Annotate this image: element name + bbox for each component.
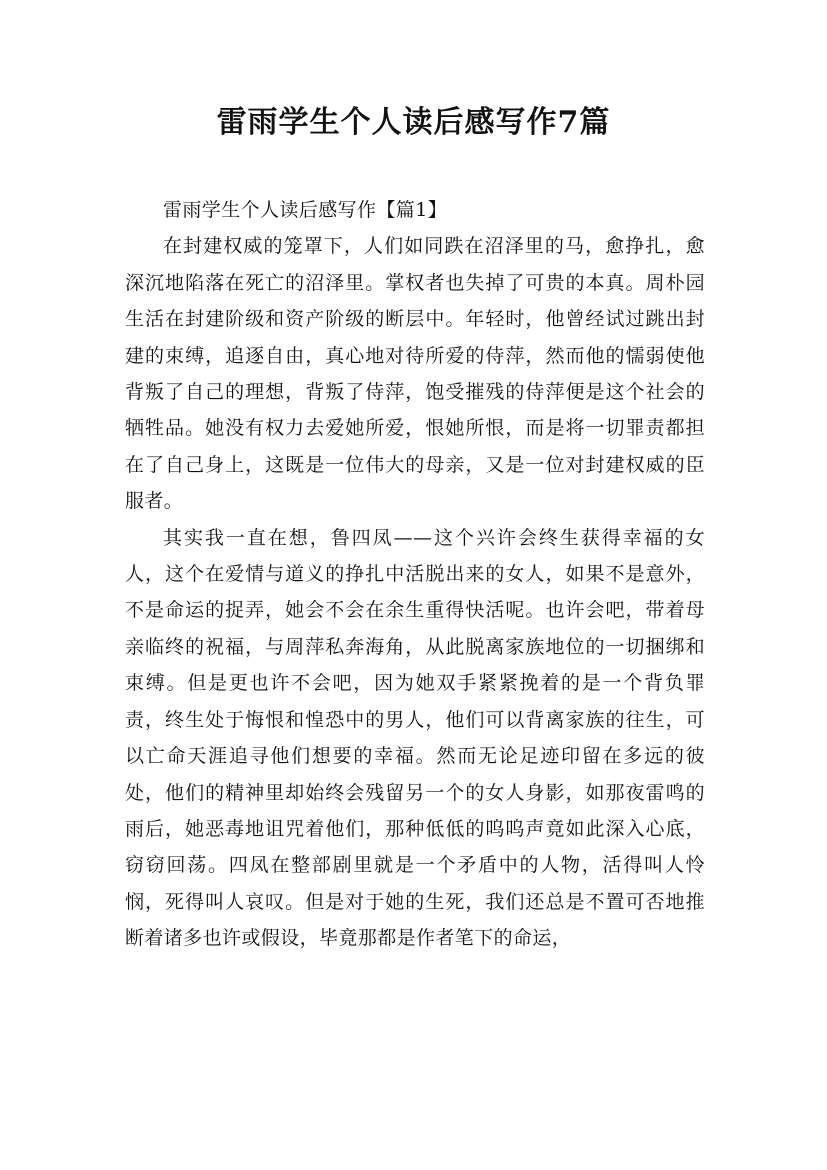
paragraph-1: 在封建权威的笼罩下，人们如同跌在沼泽里的马，愈挣扎，愈深沉地陷落在死亡的沼泽里。掌权者也失掉了可贵的本真。周朴园生活在封建阶级和资产阶级的断层中。年轻时，他曾经试过跳出封建的束缚，追逐自由，真心地对待所爱的侍萍，然而他的懦弱使他背叛了自己的理想，背叛了侍萍，饱受摧残的侍萍便是这个社会的牺牲品。她没有权力去爱她所爱，恨她所恨，而是将一切罪责都担在了自己身上，这既是一位伟大的母亲，又是一位对封建权威的臣服者。: [125, 235, 705, 513]
section-heading: 雷雨学生个人读后感写作【篇1】: [163, 199, 448, 221]
paragraph-2: 其实我一直在想，鲁四凤——这个兴许会终生获得幸福的女人，这个在爱情与道义的挣扎中活脱出来的女人，如果不是意外，不是命运的捉弄，她会不会在余生重得快活呢。也许会吧，带着母亲临终的祝福，与周萍私奔海角，从此脱离家族地位的一切捆绑和束缚。但是更也许不会吧，因为她双手紧紧挽着的是一个背负罪责，终生处于悔恨和惶恐中的男人，他们可以背离家族的往生，可以亡命天涯追寻他们想要的幸福。然而无论足迹印留在多远的彼处，他们的精神里却始终会残留另一个的女人身影，如那夜雷鸣的雨后，她恶毒地诅咒着他们，那种低低的呜呜声竟如此深入心底，窃窃回荡。四凤在整部剧里就是一个矛盾中的人物，活得叫人怜悯，死得叫人哀叹。但是对于她的生死，我们还总是不置可否地推断着诸多也许或假设，毕竟那都是作者笔下的命运，: [125, 526, 705, 950]
document-title: 雷雨学生个人读后感写作7篇: [216, 105, 611, 140]
document-body: [125, 192, 705, 957]
